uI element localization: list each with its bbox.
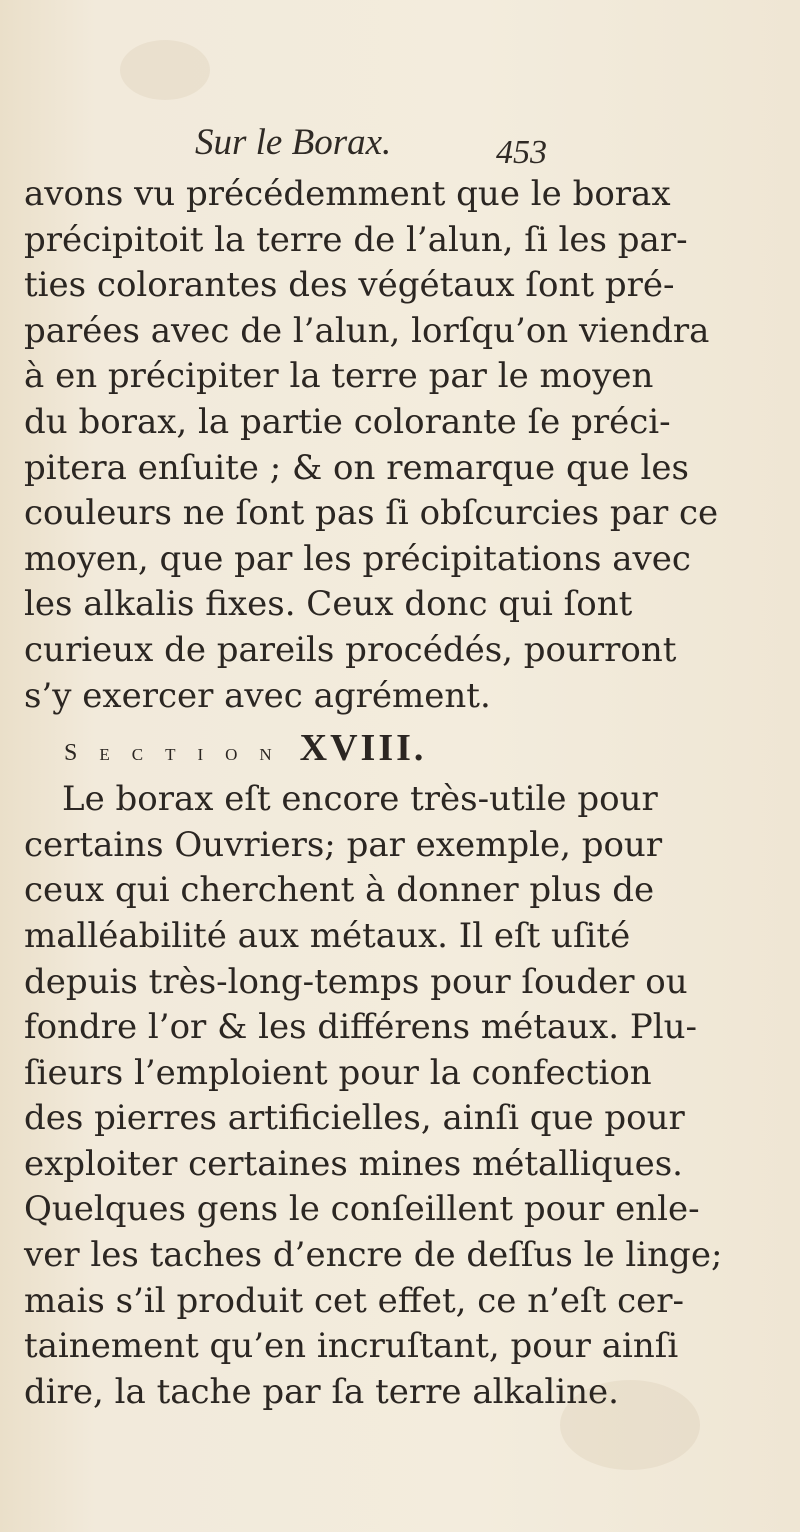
section-heading: [24, 719, 596, 777]
paper-stain: [120, 40, 210, 100]
text-line: précipitoit la terre de l’alun, ſi les par-: [24, 219, 688, 260]
text-line: avons vu précédemment que le borax: [24, 174, 671, 214]
page-number: 453: [496, 134, 547, 171]
text-line: Le borax eſt encore très-utile pour: [62, 779, 658, 820]
page-header: [0, 118, 800, 171]
text-line: ceux qui cherchent à donner plus de: [24, 870, 655, 911]
text-line: mais s’il produit cet effet, ce n’eſt cer-: [24, 1280, 685, 1321]
text-line: parées avec de l’alun, lorſqu’on viendra: [24, 310, 710, 351]
running-title: Sur le Borax.: [195, 122, 392, 163]
text-line: ſieurs l’emploient pour la confection: [24, 1052, 652, 1093]
text-line: s’y exercer avec agrément.: [24, 675, 491, 716]
text-line: ties colorantes des végétaux ſont pré-: [24, 265, 675, 306]
text-line: couleurs ne ſont pas ſi obſcurcies par ce: [24, 493, 719, 534]
text-line: pitera enſuite ; & on remarque que les: [24, 447, 689, 488]
text-line: les alkalis fixes. Ceux donc qui ſont: [24, 584, 633, 625]
text-line: des pierres artificielles, ainſi que pour: [24, 1098, 685, 1139]
text-line: tainement qu’en incruſtant, pour ainſi: [24, 1326, 679, 1367]
text-line: exploiter certaines mines métalliques.: [24, 1143, 683, 1184]
text-line: curieux de pareils procédés, pourront: [24, 629, 677, 670]
text-line: certains Ouvriers; par exemple, pour: [24, 824, 663, 865]
text-line: fondre l’or & les différens métaux. Plu-: [24, 1007, 697, 1048]
text-line: à en précipiter la terre par le moyen: [24, 356, 654, 397]
text-line: dire, la tache par ſa terre alkaline.: [24, 1371, 619, 1412]
text-line: du borax, la partie colorante ſe préci-: [24, 401, 671, 442]
body-text: [24, 172, 723, 1415]
text-line: Quelques gens le conſeillent pour enle-: [24, 1189, 700, 1230]
text-line: malléabilité aux métaux. Il eſt uſité: [24, 915, 631, 956]
text-line: moyen, que par les précipitations avec: [24, 538, 691, 579]
section-word: Section: [64, 740, 294, 767]
text-line: depuis très-long-temps pour ſouder ou: [24, 961, 688, 1002]
text-line: ver les taches d’encre de deſſus le linge;: [24, 1235, 723, 1276]
section-number: XVIII.: [299, 727, 427, 770]
